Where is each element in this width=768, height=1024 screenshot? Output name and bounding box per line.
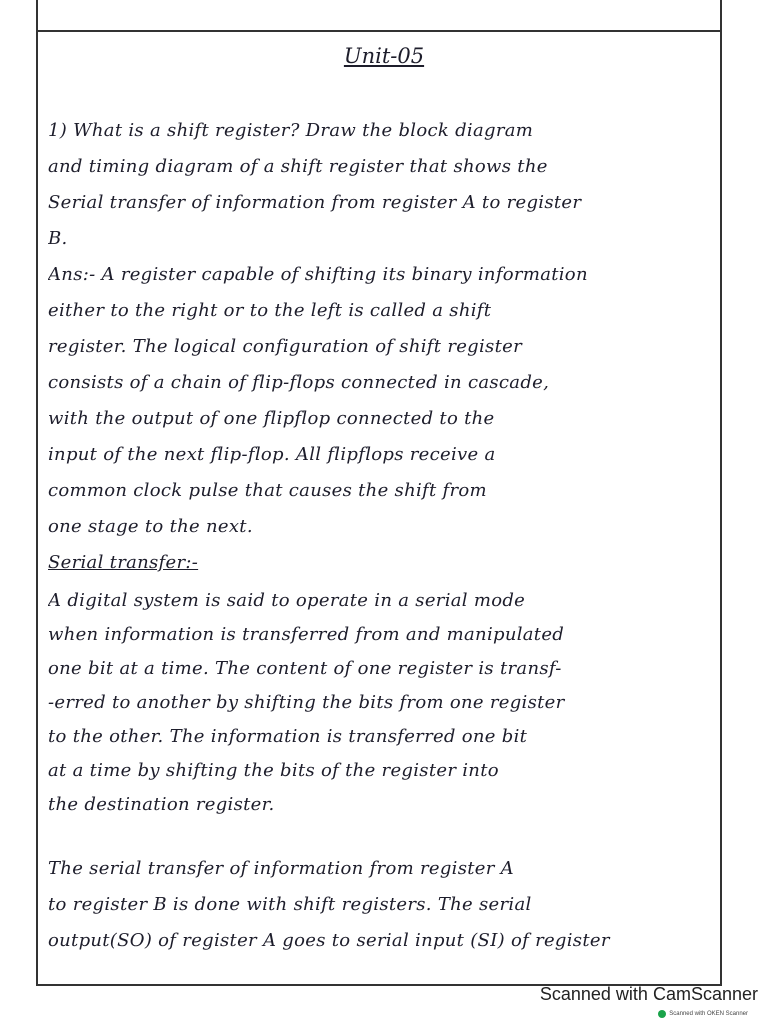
scanner-small-credit — [658, 1010, 748, 1018]
body-line: The serial transfer of information from register A — [48, 858, 514, 879]
top-rule — [36, 30, 722, 32]
answer-line: either to the right or to the left is called a shift — [48, 300, 492, 321]
question-line: B. — [48, 228, 68, 249]
answer-line: one stage to the next. — [48, 516, 253, 537]
answer-line: register. The logical configuration of shift register — [48, 336, 522, 357]
question-line: and timing diagram of a shift register that shows the — [48, 156, 548, 177]
answer-line: Ans:- A register capable of shifting its binary information — [48, 264, 588, 285]
answer-line: consists of a chain of flip-flops connected in cascade, — [48, 372, 550, 393]
answer-line: common clock pulse that causes the shift from — [48, 480, 487, 501]
body-line: at a time by shifting the bits of the register into — [48, 760, 499, 781]
body-line: one bit at a time. The content of one register is transf- — [48, 658, 562, 679]
scanner-small-text: Scanned with OKEN Scanner — [669, 1011, 748, 1017]
question-line: 1) What is a shift register? Draw the block diagram — [48, 120, 534, 141]
question-line: Serial transfer of information from register A to register — [48, 192, 582, 213]
body-line: output(SO) of register A goes to serial input (SI) of register — [48, 930, 610, 951]
answer-line: input of the next flip-flop. All flipflops receive a — [48, 444, 496, 465]
body-line: the destination register. — [48, 794, 275, 815]
scanner-watermark: Scanned with CamScanner — [539, 984, 758, 1004]
body-line: A digital system is said to operate in a serial mode — [48, 590, 526, 611]
body-line: to the other. The information is transferred one bit — [48, 726, 528, 747]
camscanner-logo-icon — [658, 1010, 666, 1018]
page-title: Unit-05 — [343, 44, 425, 68]
section-heading: Serial transfer:- — [48, 552, 199, 573]
answer-line: with the output of one flipflop connected to the — [48, 408, 495, 429]
body-line: when information is transferred from and manipulated — [48, 624, 565, 645]
body-line: to register B is done with shift registers. The serial — [48, 894, 532, 915]
body-line: -erred to another by shifting the bits from one register — [48, 692, 565, 713]
